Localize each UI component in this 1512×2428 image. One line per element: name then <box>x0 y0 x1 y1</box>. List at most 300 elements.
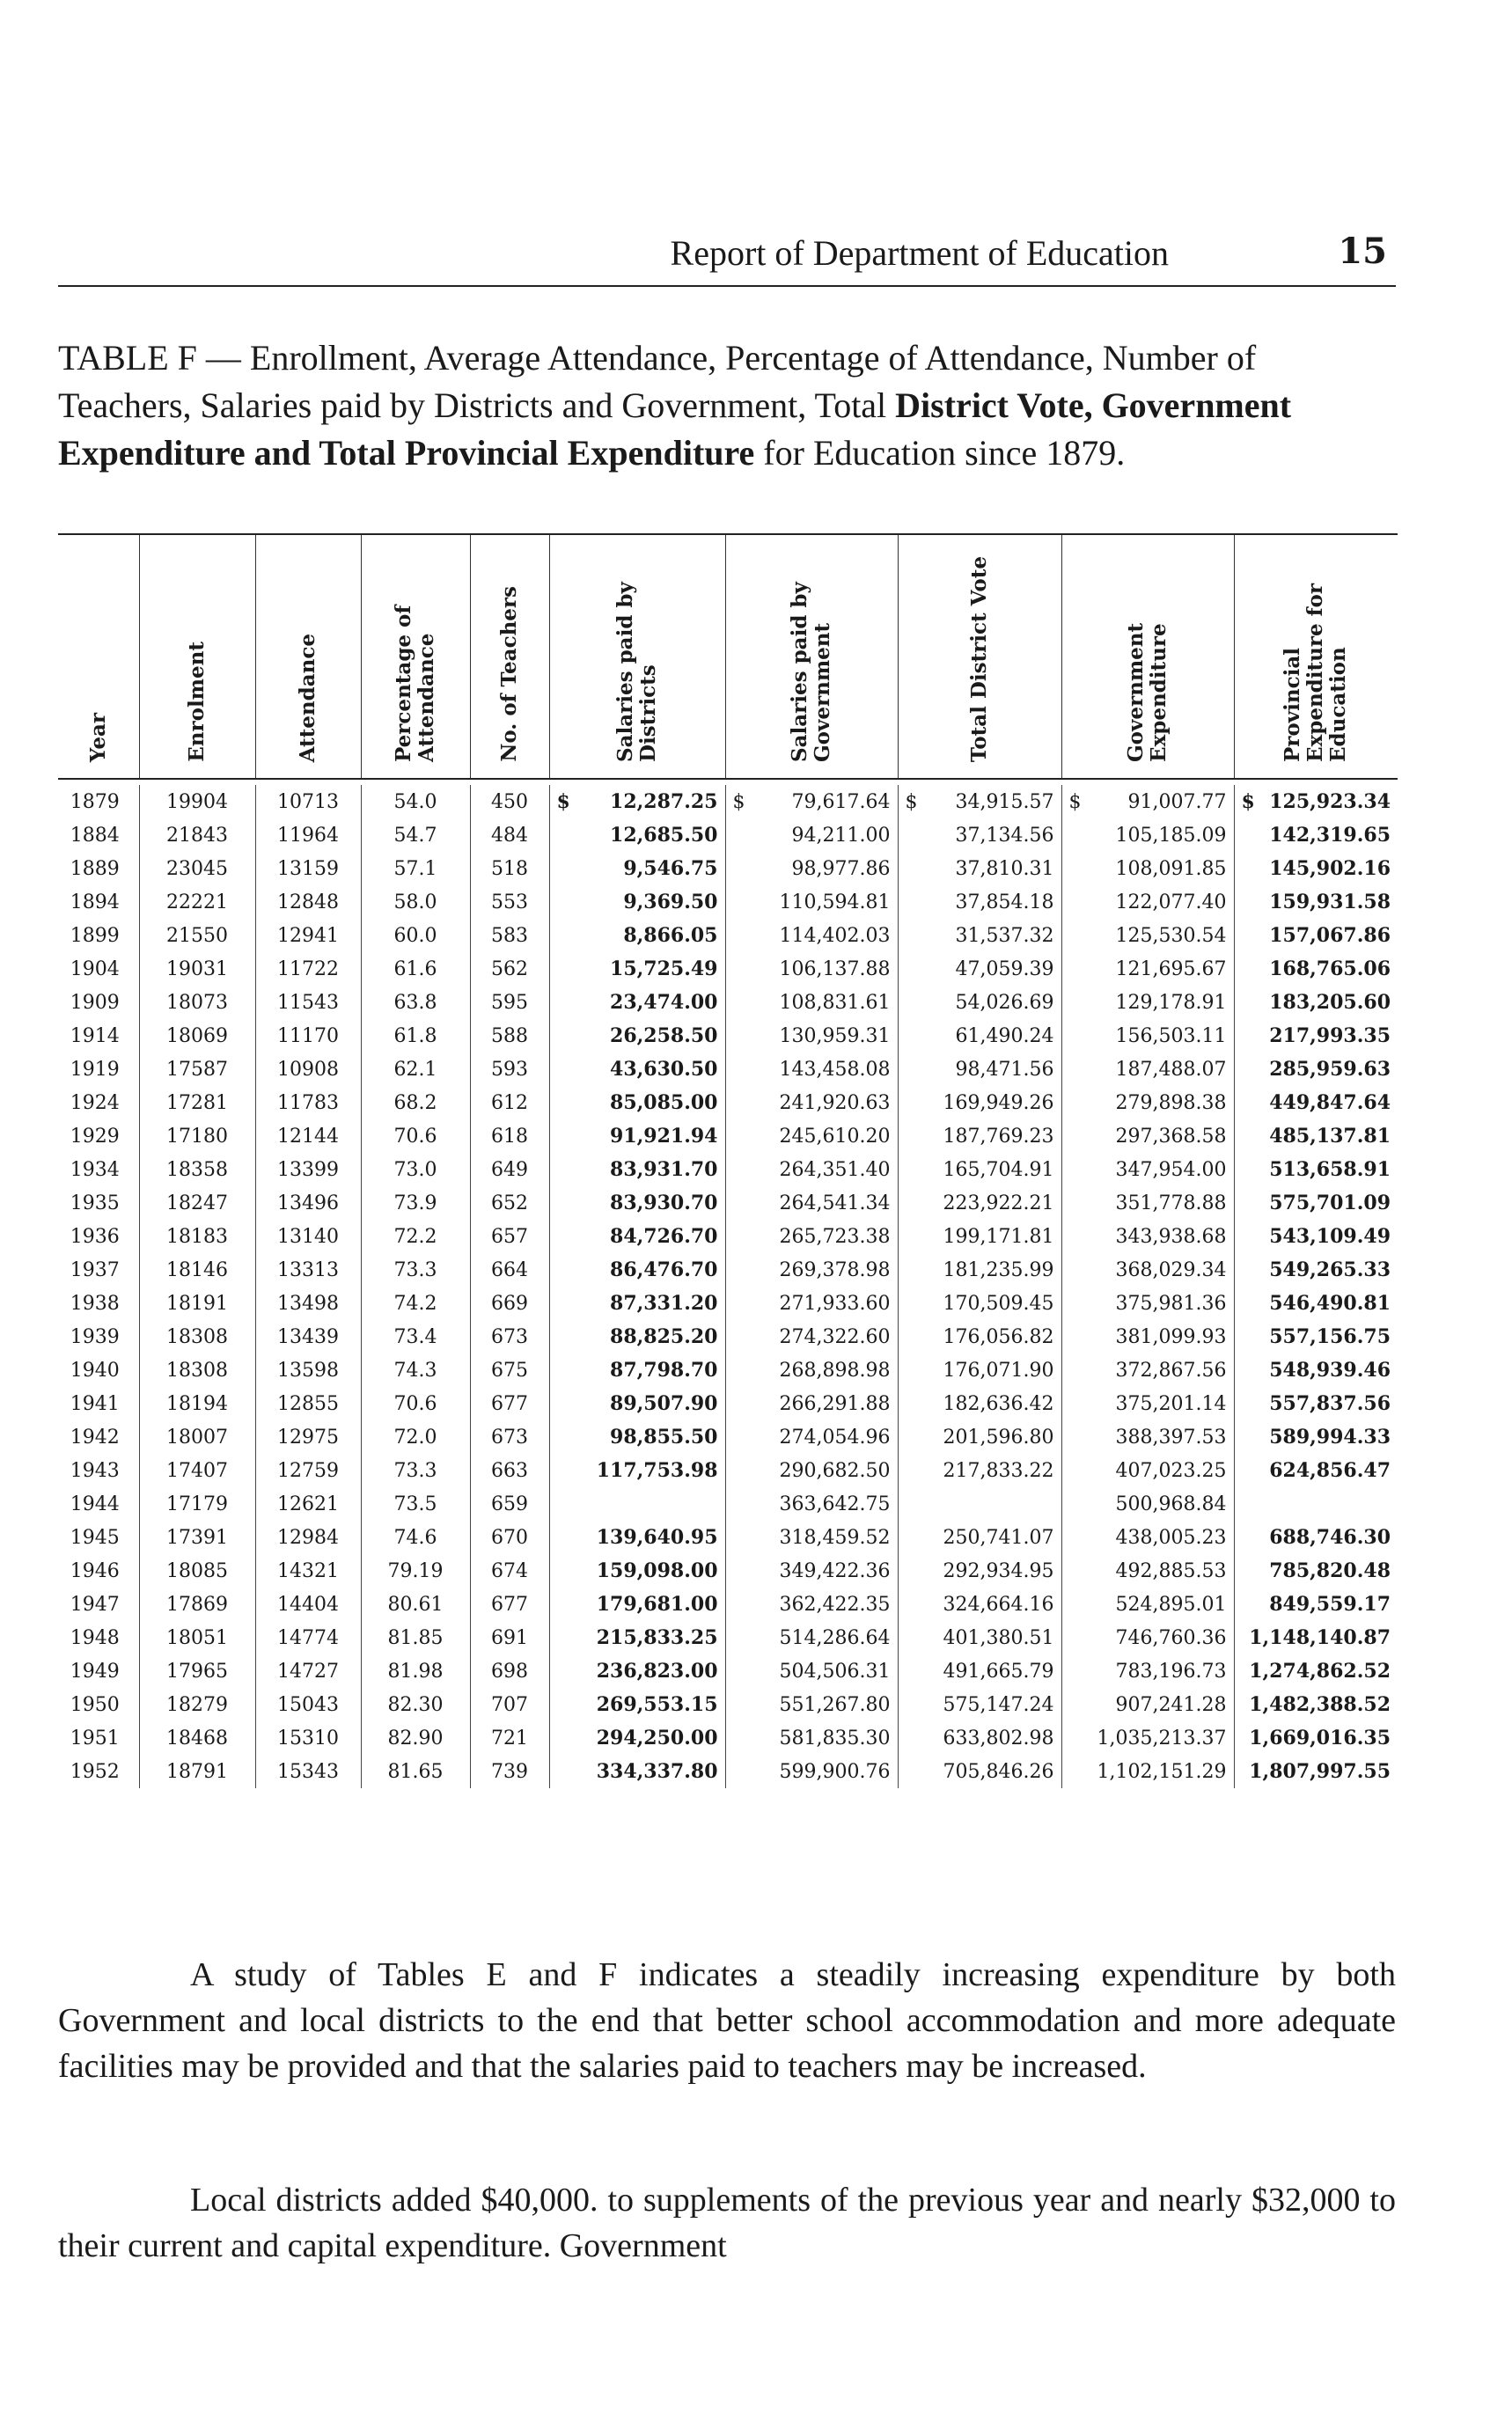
table-cell <box>255 1019 361 1053</box>
column-header-label: Salaries paid by Government <box>788 582 834 762</box>
cell-value: 183,205.60 <box>1269 991 1391 1014</box>
column-header-label: Government Expenditure <box>1124 622 1171 762</box>
column-header <box>139 534 255 779</box>
cell-value: 13439 <box>277 1325 339 1348</box>
table-cell <box>58 852 139 885</box>
table-cell <box>470 1487 549 1521</box>
table-cell <box>1234 1387 1398 1420</box>
cell-value: 73.9 <box>393 1192 437 1214</box>
cell-value: 10713 <box>277 790 339 813</box>
table-cell <box>470 1253 549 1287</box>
table-cell <box>549 1721 725 1755</box>
table-row <box>58 785 1398 818</box>
cell-value: 159,931.58 <box>1269 891 1391 913</box>
table-cell <box>470 852 549 885</box>
table-cell <box>1234 1220 1398 1253</box>
cell-value: 12144 <box>277 1125 339 1148</box>
cell-value: 70.6 <box>393 1125 437 1148</box>
column-header-label: Salaries paid by Districts <box>613 582 660 762</box>
column-header <box>58 534 139 779</box>
cell-value: 659 <box>491 1493 528 1515</box>
table-cell <box>139 1755 255 1788</box>
table-cell <box>725 1387 898 1420</box>
cell-value: 17407 <box>166 1459 228 1482</box>
table-cell <box>139 818 255 852</box>
table-cell <box>725 818 898 852</box>
cell-value: 18085 <box>166 1559 228 1582</box>
cell-value: 583 <box>491 924 528 947</box>
cell-value: 14774 <box>277 1626 339 1649</box>
table-cell <box>470 1521 549 1554</box>
cell-value: 73.4 <box>393 1325 437 1348</box>
table-cell <box>255 1287 361 1320</box>
table-cell <box>898 1688 1061 1721</box>
cell-value: 201,596.80 <box>943 1426 1054 1449</box>
cell-value: 546,490.81 <box>1269 1292 1391 1315</box>
cell-value: 649 <box>491 1158 528 1181</box>
table-cell <box>58 1487 139 1521</box>
cell-value: 117,753.98 <box>596 1459 718 1482</box>
table-row <box>58 1454 1398 1487</box>
table-cell <box>898 1287 1061 1320</box>
cell-value: 223,922.21 <box>943 1192 1054 1214</box>
table-cell <box>361 852 470 885</box>
table-cell <box>361 818 470 852</box>
table-cell <box>139 1554 255 1588</box>
cell-value: 159,098.00 <box>596 1559 718 1582</box>
table-cell <box>139 1454 255 1487</box>
table-cell <box>549 1654 725 1688</box>
cell-value: 13598 <box>277 1359 339 1382</box>
table-cell <box>1234 1119 1398 1153</box>
table-cell <box>1234 1654 1398 1688</box>
cell-value: 1952 <box>70 1760 120 1783</box>
column-header <box>1061 534 1234 779</box>
cell-value: 264,541.34 <box>779 1192 891 1214</box>
table-cell <box>725 1621 898 1654</box>
table-cell <box>725 1521 898 1554</box>
table-cell <box>1061 1353 1234 1387</box>
table-cell <box>361 1588 470 1621</box>
table-cell <box>139 1287 255 1320</box>
table-cell <box>1234 1353 1398 1387</box>
cell-value: 334,337.80 <box>596 1760 718 1783</box>
cell-value: 18007 <box>166 1426 228 1449</box>
cell-value: 176,056.82 <box>943 1325 1054 1348</box>
table-cell <box>58 986 139 1019</box>
cell-value: 108,091.85 <box>1115 857 1227 880</box>
cell-value: 165,704.91 <box>943 1158 1054 1181</box>
table-cell <box>1061 818 1234 852</box>
table-cell <box>1234 1688 1398 1721</box>
table-cell <box>58 1387 139 1420</box>
table-cell <box>361 1287 470 1320</box>
cell-value: 108,831.61 <box>779 991 891 1014</box>
table-cell <box>255 1353 361 1387</box>
table-cell <box>139 852 255 885</box>
cell-value: 1935 <box>70 1192 120 1214</box>
cell-value: 17391 <box>166 1526 228 1549</box>
table-row <box>58 1721 1398 1755</box>
cell-value: 241,920.63 <box>779 1091 891 1114</box>
paragraph-2 <box>58 2177 1396 2269</box>
cell-value: 10908 <box>277 1058 339 1081</box>
column-header-label: Provincial Expenditure for Education <box>1281 583 1351 762</box>
table-cell <box>470 1053 549 1086</box>
column-header <box>1234 534 1398 779</box>
table-cell <box>255 1387 361 1420</box>
column-header-label: Percentage of Attendance <box>392 605 438 762</box>
table-cell <box>361 785 470 818</box>
table-cell <box>470 986 549 1019</box>
table-row <box>58 1688 1398 1721</box>
table-cell <box>725 1654 898 1688</box>
table-cell <box>1234 1621 1398 1654</box>
caption-text-end: for Education since 1879. <box>754 433 1126 473</box>
table-cell <box>361 1053 470 1086</box>
table-cell <box>361 919 470 952</box>
table-cell <box>549 1153 725 1186</box>
cell-value: 14321 <box>277 1559 339 1582</box>
table-cell <box>1061 1487 1234 1521</box>
table-cell <box>1234 818 1398 852</box>
cell-value: 125,530.54 <box>1115 924 1227 947</box>
table-cell <box>1061 1320 1234 1353</box>
table-cell <box>725 986 898 1019</box>
table-f <box>58 533 1398 1788</box>
table-cell <box>361 1353 470 1387</box>
cell-value: 58.0 <box>393 891 437 913</box>
header-rule <box>58 285 1396 287</box>
table-cell <box>361 1721 470 1755</box>
table-cell <box>139 1588 255 1621</box>
cell-value: 12984 <box>277 1526 339 1549</box>
paragraph-2-text: Local districts added $40,000. to supplements of the previous year and nearly $32,000 to their current and capital expenditure. Government <box>58 2182 1396 2264</box>
cell-value: 1929 <box>70 1125 120 1148</box>
table-cell <box>58 1554 139 1588</box>
cell-value: 363,642.75 <box>779 1493 891 1515</box>
cell-value: 61,490.24 <box>955 1024 1054 1047</box>
cell-value: 368,029.34 <box>1115 1258 1227 1281</box>
dollar-sign: $ <box>1241 790 1255 813</box>
cell-value: 688,746.30 <box>1269 1526 1391 1549</box>
table-cell <box>725 1053 898 1086</box>
table-cell <box>58 1086 139 1119</box>
cell-value: 1939 <box>70 1325 120 1348</box>
table-row <box>58 1387 1398 1420</box>
cell-value: 87,331.20 <box>610 1292 718 1315</box>
cell-value: 106,137.88 <box>779 957 891 980</box>
table-cell <box>139 1253 255 1287</box>
table-cell <box>898 1253 1061 1287</box>
table-cell <box>255 1253 361 1287</box>
cell-value: 199,171.81 <box>943 1225 1054 1248</box>
table-cell <box>470 818 549 852</box>
table-cell <box>549 1554 725 1588</box>
table-cell <box>549 919 725 952</box>
table-cell <box>1061 952 1234 986</box>
table-cell <box>470 1086 549 1119</box>
table-cell <box>1061 1588 1234 1621</box>
cell-value: 1949 <box>70 1660 120 1683</box>
table-cell <box>725 1688 898 1721</box>
table-cell <box>361 1019 470 1053</box>
table-cell <box>898 885 1061 919</box>
cell-value: 269,553.15 <box>596 1693 718 1716</box>
cell-value: 13498 <box>277 1292 339 1315</box>
table-cell <box>470 1220 549 1253</box>
table-cell <box>255 1621 361 1654</box>
table-cell <box>549 986 725 1019</box>
cell-value: 125,923.34 <box>1269 790 1391 813</box>
cell-value: 79,617.64 <box>791 790 891 813</box>
table-cell <box>255 1053 361 1086</box>
table-cell <box>470 1588 549 1621</box>
cell-value: 181,235.99 <box>943 1258 1054 1281</box>
cell-value: 1948 <box>70 1626 120 1649</box>
cell-value: 12975 <box>277 1426 339 1449</box>
table-cell <box>898 785 1061 818</box>
table-cell <box>361 885 470 919</box>
table-cell <box>1061 1053 1234 1086</box>
table-cell <box>139 1119 255 1153</box>
table-cell <box>139 952 255 986</box>
cell-value: 187,488.07 <box>1115 1058 1227 1081</box>
cell-value: 37,134.56 <box>955 824 1054 847</box>
table-cell <box>725 1153 898 1186</box>
table-cell <box>1234 1053 1398 1086</box>
table-cell <box>1061 1554 1234 1588</box>
table-cell <box>898 1019 1061 1053</box>
cell-value: 1940 <box>70 1359 120 1382</box>
table-cell <box>898 1554 1061 1588</box>
cell-value: 485,137.81 <box>1269 1125 1391 1148</box>
cell-value: 518 <box>491 857 528 880</box>
cell-value: 677 <box>491 1392 528 1415</box>
table-cell <box>1061 1721 1234 1755</box>
table-cell <box>139 1220 255 1253</box>
cell-value: 294,250.00 <box>596 1727 718 1749</box>
cell-value: 79.19 <box>387 1559 444 1582</box>
table-cell <box>139 1186 255 1220</box>
cell-value: 1947 <box>70 1593 120 1616</box>
table-cell <box>549 1387 725 1420</box>
cell-value: 17965 <box>166 1660 228 1683</box>
cell-value: 664 <box>491 1258 528 1281</box>
column-header-label: No. of Teachers <box>497 586 521 762</box>
dollar-sign: $ <box>556 790 570 813</box>
table-cell <box>549 852 725 885</box>
cell-value: 362,422.35 <box>779 1593 891 1616</box>
cell-value: 274,054.96 <box>779 1426 891 1449</box>
table-cell <box>255 1487 361 1521</box>
table-cell <box>898 1721 1061 1755</box>
cell-value: 575,147.24 <box>943 1693 1054 1716</box>
table-cell <box>725 1454 898 1487</box>
cell-value: 114,402.03 <box>779 924 891 947</box>
cell-value: 13140 <box>277 1225 339 1248</box>
table-cell <box>549 818 725 852</box>
cell-value: 12855 <box>277 1392 339 1415</box>
table-cell <box>361 986 470 1019</box>
table-cell <box>1234 1086 1398 1119</box>
cell-value: 18051 <box>166 1626 228 1649</box>
table-cell <box>58 1119 139 1153</box>
table-cell <box>549 1621 725 1654</box>
cell-value: 98,471.56 <box>955 1058 1054 1081</box>
cell-value: 907,241.28 <box>1115 1693 1227 1716</box>
table-cell <box>898 1320 1061 1353</box>
cell-value: 1894 <box>70 891 120 913</box>
cell-value: 89,507.90 <box>610 1392 718 1415</box>
cell-value: 652 <box>491 1192 528 1214</box>
cell-value: 86,476.70 <box>610 1258 718 1281</box>
paragraph-1-text: A study of Tables E and F indicates a steadily increasing expenditure by both Government and local districts to the end that better school accommodation and more adequate facilities may be provided and that the salaries paid to teachers may be increased. <box>58 1956 1396 2085</box>
cell-value: 74.2 <box>393 1292 437 1315</box>
table-cell <box>1234 885 1398 919</box>
cell-value: 18194 <box>166 1392 228 1415</box>
table-cell <box>255 1420 361 1454</box>
cell-value: 673 <box>491 1325 528 1348</box>
cell-value: 1,274,862.52 <box>1249 1660 1391 1683</box>
cell-value: 1904 <box>70 957 120 980</box>
cell-value: 23,474.00 <box>610 991 718 1014</box>
table-cell <box>898 1487 1061 1521</box>
cell-value: 176,071.90 <box>943 1359 1054 1382</box>
cell-value: 1936 <box>70 1225 120 1248</box>
cell-value: 15343 <box>277 1760 339 1783</box>
table-cell <box>361 1521 470 1554</box>
cell-value: 31,537.32 <box>955 924 1054 947</box>
table-cell <box>139 1387 255 1420</box>
table-cell <box>255 818 361 852</box>
table-cell <box>58 1253 139 1287</box>
table-cell <box>898 852 1061 885</box>
table-cell <box>139 1721 255 1755</box>
table-cell <box>255 986 361 1019</box>
table-cell <box>1061 1287 1234 1320</box>
table-cell <box>1234 1454 1398 1487</box>
page-number: 15 <box>1338 231 1387 272</box>
table-cell <box>898 1387 1061 1420</box>
cell-value: 618 <box>491 1125 528 1148</box>
cell-value: 187,769.23 <box>943 1125 1054 1148</box>
table-cell <box>58 1320 139 1353</box>
cell-value: 70.6 <box>393 1392 437 1415</box>
cell-value: 130,959.31 <box>779 1024 891 1047</box>
cell-value: 83,930.70 <box>610 1192 718 1214</box>
table-body <box>58 785 1398 1788</box>
cell-value: 60.0 <box>393 924 437 947</box>
cell-value: 12621 <box>277 1493 339 1515</box>
table-row <box>58 1654 1398 1688</box>
table-cell <box>898 1755 1061 1788</box>
cell-value: 105,185.09 <box>1115 824 1227 847</box>
table-cell <box>549 1521 725 1554</box>
table-cell <box>549 952 725 986</box>
cell-value: 624,856.47 <box>1269 1459 1391 1482</box>
cell-value: 11964 <box>277 824 339 847</box>
cell-value: 26,258.50 <box>610 1024 718 1047</box>
cell-value: 73.5 <box>393 1493 437 1515</box>
cell-value: 18073 <box>166 991 228 1014</box>
table-cell <box>549 1454 725 1487</box>
cell-value: 673 <box>491 1426 528 1449</box>
cell-value: 245,610.20 <box>779 1125 891 1148</box>
table-cell <box>1234 852 1398 885</box>
table-cell <box>58 1420 139 1454</box>
cell-value: 9,369.50 <box>623 891 718 913</box>
cell-value: 17587 <box>166 1058 228 1081</box>
cell-value: 372,867.56 <box>1115 1359 1227 1382</box>
cell-value: 17281 <box>166 1091 228 1114</box>
table-cell <box>139 1521 255 1554</box>
table-cell <box>139 919 255 952</box>
cell-value: 484 <box>491 824 528 847</box>
cell-value: 14727 <box>277 1660 339 1683</box>
cell-value: 491,665.79 <box>943 1660 1054 1683</box>
cell-value: 73.3 <box>393 1459 437 1482</box>
cell-value: 698 <box>491 1660 528 1683</box>
cell-value: 18191 <box>166 1292 228 1315</box>
column-header <box>361 534 470 779</box>
cell-value: 264,351.40 <box>779 1158 891 1181</box>
cell-value: 87,798.70 <box>610 1359 718 1382</box>
table-cell <box>470 1287 549 1320</box>
table-cell <box>898 1153 1061 1186</box>
cell-value: 37,854.18 <box>955 891 1054 913</box>
cell-value: 562 <box>491 957 528 980</box>
table-cell <box>725 852 898 885</box>
cell-value: 599,900.76 <box>779 1760 891 1783</box>
cell-value: 22221 <box>166 891 228 913</box>
cell-value: 170,509.45 <box>943 1292 1054 1315</box>
cell-value: 121,695.67 <box>1115 957 1227 980</box>
table-cell <box>725 1119 898 1153</box>
table-cell <box>255 1153 361 1186</box>
table-cell <box>255 1554 361 1588</box>
table-cell <box>1061 986 1234 1019</box>
cell-value: 82.90 <box>387 1727 444 1749</box>
table-cell <box>725 919 898 952</box>
table-cell <box>470 885 549 919</box>
table-row <box>58 1153 1398 1186</box>
cell-value: 54.7 <box>393 824 437 847</box>
table-cell <box>255 919 361 952</box>
cell-value: 19904 <box>166 790 228 813</box>
cell-value: 17869 <box>166 1593 228 1616</box>
table-cell <box>549 1053 725 1086</box>
table-cell <box>898 1588 1061 1621</box>
table-cell <box>1234 1487 1398 1521</box>
table-cell <box>470 1153 549 1186</box>
table-cell <box>361 1153 470 1186</box>
column-header-label: Year <box>85 712 110 762</box>
cell-value: 21843 <box>166 824 228 847</box>
cell-value: 543,109.49 <box>1269 1225 1391 1248</box>
table-cell <box>549 1420 725 1454</box>
table-cell <box>725 952 898 986</box>
cell-value: 94,211.00 <box>791 824 891 847</box>
table-cell <box>1234 1320 1398 1353</box>
table-cell <box>549 1487 725 1521</box>
cell-value: 14404 <box>277 1593 339 1616</box>
cell-value: 388,397.53 <box>1115 1426 1227 1449</box>
cell-value: 169,949.26 <box>943 1091 1054 1114</box>
table-cell <box>361 1086 470 1119</box>
table-cell <box>58 1220 139 1253</box>
table-cell <box>725 1554 898 1588</box>
